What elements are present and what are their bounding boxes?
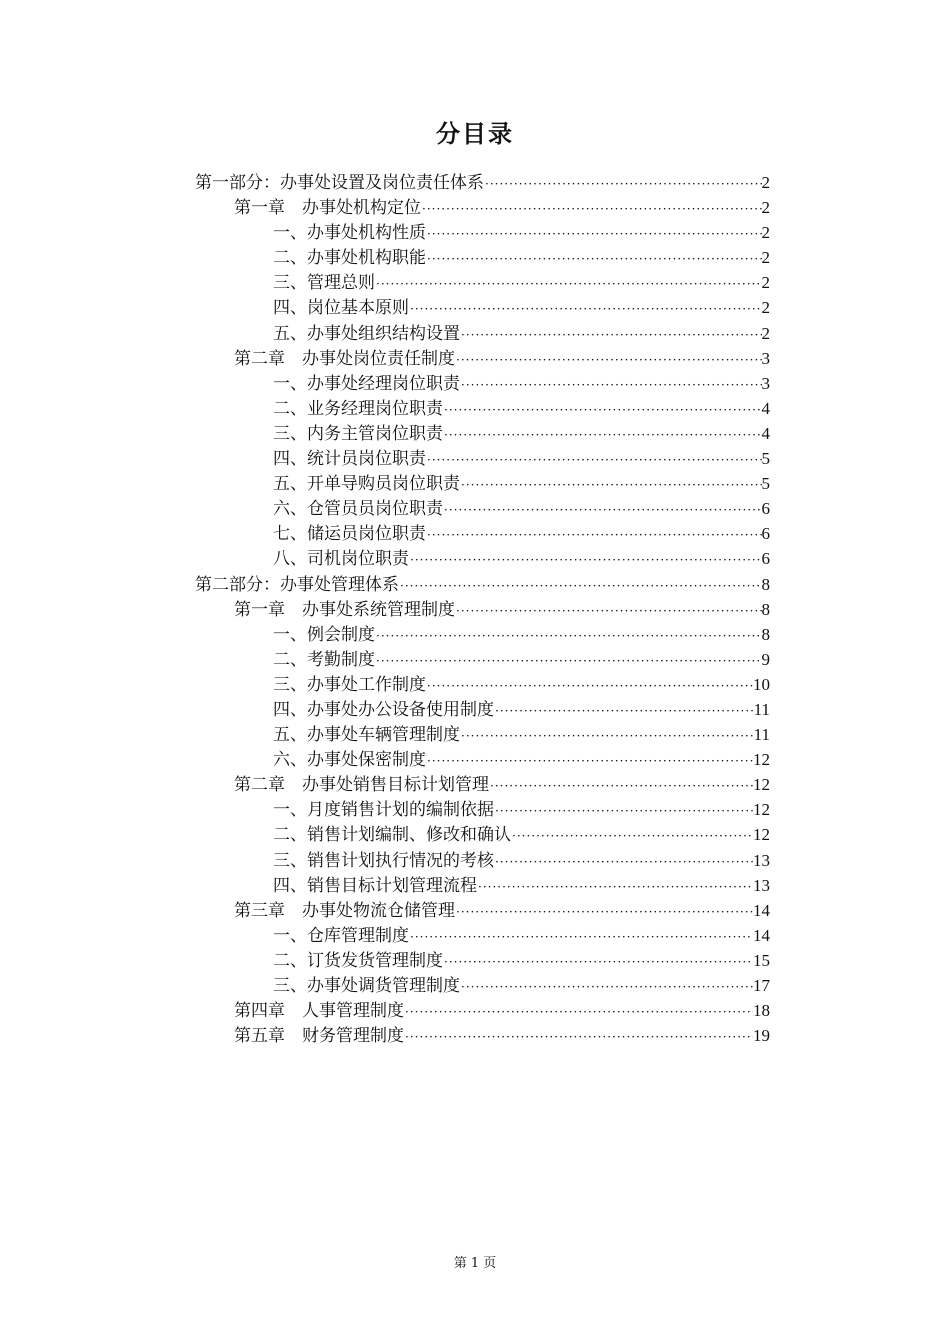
toc-page-number: 10	[753, 674, 770, 694]
toc-dot-leader	[375, 649, 762, 674]
toc-section-entry[interactable]	[195, 321, 770, 346]
toc-page-number: 3	[761, 348, 770, 368]
toc-entry-title: 一、仓库管理制度	[273, 925, 409, 946]
toc-entry-title: 第二章 办事处岗位责任制度	[234, 348, 455, 369]
toc-dot-leader	[455, 599, 762, 624]
toc-dot-leader	[455, 900, 753, 925]
toc-entry-title: 第四章 人事管理制度	[234, 1001, 404, 1022]
toc-section-entry[interactable]	[195, 521, 770, 546]
toc-entry-title: 第二章 办事处销售目标计划管理	[234, 775, 489, 796]
toc-entry-title: 一、办事处经理岗位职责	[273, 373, 460, 394]
toc-page-number: 2	[761, 223, 770, 243]
toc-section-entry[interactable]	[195, 672, 770, 697]
toc-section-entry[interactable]	[195, 923, 770, 948]
toc-entry-title: 二、销售计划编制、修改和确认	[273, 825, 511, 846]
toc-page-number: 2	[761, 198, 770, 218]
toc-page-number: 12	[753, 825, 770, 845]
toc-dot-leader	[426, 448, 762, 473]
toc-page-number: 6	[761, 499, 770, 519]
toc-dot-leader	[426, 523, 762, 548]
toc-dot-leader	[426, 674, 753, 699]
toc-part-entry[interactable]	[195, 170, 770, 195]
toc-page-number: 2	[761, 173, 770, 192]
toc-entry-title: 四、统计员岗位职责	[273, 449, 426, 470]
toc-entry-title: 二、办事处机构职能	[273, 248, 426, 269]
toc-dot-leader	[409, 297, 762, 322]
toc-page-number: 8	[761, 599, 770, 619]
toc-entry-title: 四、办事处办公设备使用制度	[273, 699, 494, 720]
toc-page-number: 13	[753, 875, 770, 895]
toc-dot-leader	[460, 724, 754, 749]
toc-entry-title: 五、办事处车辆管理制度	[273, 725, 460, 746]
toc-section-entry[interactable]	[195, 747, 770, 772]
toc-dot-leader	[460, 323, 762, 348]
toc-entry-title: 三、办事处调货管理制度	[273, 976, 460, 996]
toc-entry-title: 第一章 办事处系统管理制度	[234, 599, 455, 620]
toc-entry-title: 二、订货发货管理制度	[273, 950, 443, 971]
toc-chapter-entry[interactable]	[195, 195, 770, 220]
toc-entry-title: 第五章 财务管理制度	[234, 1026, 404, 1047]
toc-entry-title: 七、储运员岗位职责	[273, 524, 426, 545]
toc-entry-title: 一、办事处机构性质	[273, 223, 426, 244]
toc-entry-title: 一、月度销售计划的编制依据	[273, 800, 494, 821]
toc-page-number: 2	[761, 323, 770, 343]
toc-page-number: 19	[753, 1026, 770, 1046]
toc-entry-title: 第三章 办事处物流仓储管理	[234, 900, 455, 921]
toc-section-entry[interactable]	[195, 722, 770, 747]
toc-section-entry[interactable]	[195, 396, 770, 421]
toc-dot-leader	[375, 272, 762, 297]
toc-entry-title: 五、办事处组织结构设置	[273, 323, 460, 344]
toc-dot-leader	[426, 222, 762, 247]
toc-entry-title: 四、销售目标计划管理流程	[273, 875, 477, 896]
table-of-contents	[195, 170, 770, 1048]
toc-page-number: 2	[761, 273, 770, 293]
toc-entry-title: 第一部分：办事处设置及岗位责任体系	[195, 173, 484, 193]
toc-page-number: 12	[753, 750, 770, 770]
toc-entry-title: 四、岗位基本原则	[273, 298, 409, 319]
toc-entry-title: 五、开单导购员岗位职责	[273, 474, 460, 495]
toc-section-entry[interactable]	[195, 295, 770, 320]
toc-page-number: 6	[761, 524, 770, 544]
toc-section-entry[interactable]	[195, 697, 770, 722]
toc-dot-leader	[443, 498, 762, 523]
toc-dot-leader	[460, 373, 762, 398]
toc-page-number: 15	[753, 950, 770, 970]
toc-section-entry[interactable]	[195, 496, 770, 521]
toc-page-number: 4	[761, 423, 770, 443]
toc-page-number: 5	[761, 474, 770, 494]
toc-dot-leader	[511, 824, 753, 849]
toc-part-entry[interactable]	[195, 572, 770, 597]
toc-section-entry[interactable]	[195, 446, 770, 471]
toc-page-number: 2	[761, 298, 770, 318]
toc-page-number: 6	[761, 549, 770, 569]
toc-dot-leader	[409, 925, 753, 950]
toc-dot-leader	[489, 774, 753, 799]
toc-entry-title: 第一章 办事处机构定位	[234, 198, 421, 219]
toc-dot-leader	[484, 172, 762, 197]
toc-page-number: 3	[761, 373, 770, 393]
toc-page-number: 13	[753, 850, 770, 870]
toc-page-number: 17	[753, 976, 770, 995]
toc-entry-title: 三、内务主管岗位职责	[273, 423, 443, 444]
toc-section-entry[interactable]	[195, 797, 770, 822]
toc-dot-leader	[443, 950, 753, 975]
toc-page-number: 9	[761, 649, 770, 669]
toc-entry-title: 三、销售计划执行情况的考核	[273, 850, 494, 871]
toc-entry-title: 六、仓管员员岗位职责	[273, 499, 443, 520]
toc-page-number: 18	[753, 1001, 770, 1021]
toc-section-entry[interactable]	[195, 848, 770, 873]
toc-chapter-entry[interactable]	[195, 1023, 770, 1048]
toc-dot-leader	[421, 197, 762, 222]
toc-dot-leader	[404, 1025, 753, 1050]
toc-page-number: 12	[753, 775, 770, 795]
toc-page-number: 4	[761, 398, 770, 418]
toc-section-entry[interactable]	[195, 471, 770, 496]
toc-section-entry[interactable]	[195, 822, 770, 847]
toc-entry-title: 三、办事处工作制度	[273, 674, 426, 695]
toc-section-entry[interactable]	[195, 973, 770, 998]
toc-dot-leader	[443, 423, 762, 448]
toc-section-entry[interactable]	[195, 546, 770, 571]
toc-chapter-entry[interactable]	[195, 772, 770, 797]
toc-page-number: 2	[761, 248, 770, 268]
toc-dot-leader	[460, 975, 753, 1000]
toc-chapter-entry[interactable]	[195, 346, 770, 371]
toc-page-number: 14	[753, 900, 770, 920]
toc-section-entry[interactable]	[195, 622, 770, 647]
toc-page-number: 12	[753, 800, 770, 820]
toc-page-number: 11	[753, 699, 770, 719]
toc-section-entry[interactable]	[195, 948, 770, 973]
toc-section-entry[interactable]	[195, 245, 770, 270]
toc-dot-leader	[494, 850, 753, 875]
toc-entry-title: 二、业务经理岗位职责	[273, 398, 443, 419]
toc-page-number: 14	[753, 925, 770, 945]
toc-entry-title: 八、司机岗位职责	[273, 549, 409, 570]
toc-section-entry[interactable]	[195, 371, 770, 396]
toc-chapter-entry[interactable]	[195, 898, 770, 923]
toc-section-entry[interactable]	[195, 270, 770, 295]
toc-dot-leader	[460, 473, 762, 498]
toc-dot-leader	[404, 1000, 753, 1025]
page-footer: 第 1 页	[453, 1256, 497, 1271]
toc-dot-leader	[494, 699, 754, 724]
toc-dot-leader	[455, 348, 762, 373]
toc-chapter-entry[interactable]	[195, 597, 770, 622]
toc-page-number: 11	[753, 725, 770, 745]
toc-entry-title: 第二部分：办事处管理体系	[195, 574, 399, 595]
toc-dot-leader	[409, 548, 762, 573]
toc-dot-leader	[494, 799, 753, 824]
toc-dot-leader	[426, 247, 762, 272]
toc-dot-leader	[375, 624, 762, 649]
toc-chapter-entry[interactable]	[195, 998, 770, 1023]
toc-section-entry[interactable]	[195, 873, 770, 898]
toc-entry-title: 六、办事处保密制度	[273, 750, 426, 771]
toc-entry-title: 一、例会制度	[273, 624, 375, 645]
toc-dot-leader	[426, 749, 753, 774]
page-title: 分目录	[436, 120, 514, 148]
toc-page-number: 5	[761, 449, 770, 469]
toc-section-entry[interactable]	[195, 647, 770, 672]
toc-entry-title: 三、管理总则	[273, 273, 375, 294]
toc-entry-title: 二、考勤制度	[273, 649, 375, 670]
toc-page-number: 8	[761, 574, 770, 594]
toc-section-entry[interactable]	[195, 421, 770, 446]
toc-dot-leader	[477, 875, 753, 900]
toc-page-number: 8	[761, 624, 770, 644]
toc-dot-leader	[443, 398, 762, 423]
toc-section-entry[interactable]	[195, 220, 770, 245]
toc-dot-leader	[399, 574, 762, 599]
